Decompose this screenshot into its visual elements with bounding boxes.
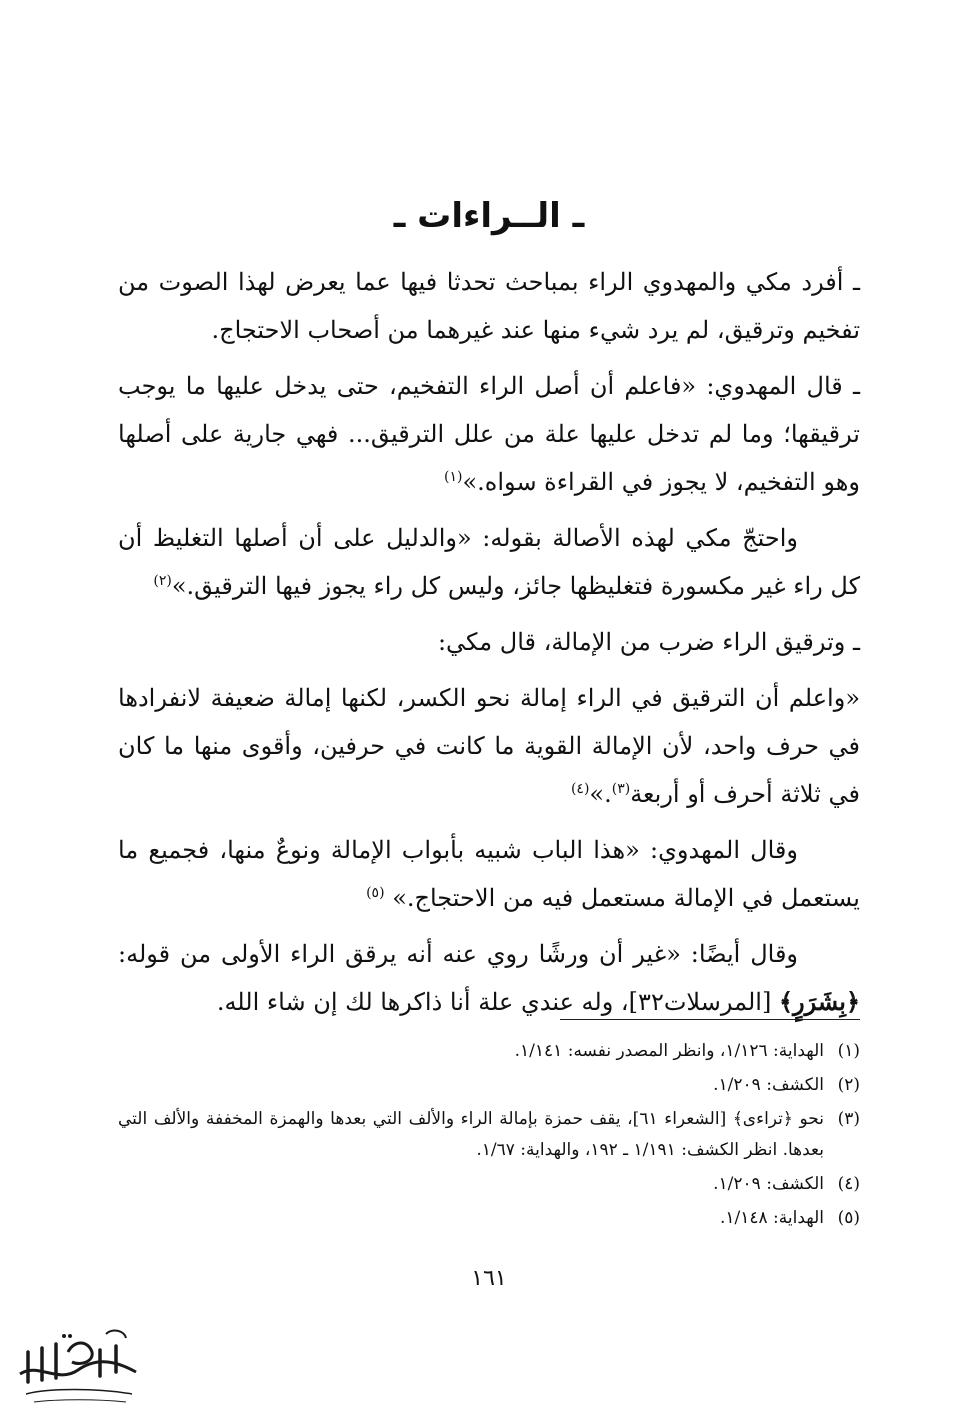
calligraphy-stamp-logo xyxy=(8,1322,148,1410)
paragraph-6-text: وقال المهدوي: «هذا الباب شبيه بأبواب الإمالة ونوعٌ منها، فجميع ما يستعمل في الإمالة مستعمل فيه من الاحتجاج.» xyxy=(118,836,860,912)
footnote-ref-3[interactable]: (٣) xyxy=(611,781,631,797)
paragraph-7-text: وقال أيضًا: «غير أن ورشًا روي عنه أنه يرقق الراء الأولى من قوله: xyxy=(118,940,798,968)
paragraph-3 xyxy=(118,514,860,610)
footnote-1-number: (١) xyxy=(837,1041,860,1061)
footnote-3 xyxy=(118,1104,860,1166)
footnote-ref-1[interactable]: (١) xyxy=(444,469,463,485)
footnote-5-text: الهداية: ١/١٤٨. xyxy=(719,1208,824,1228)
footnote-2-text: الكشف: ١/٢٠٩. xyxy=(713,1075,824,1095)
paragraph-7-text-end: [المرسلات٣٢]، وله عندي علة أنا ذاكرها لك إن شاء الله. xyxy=(216,988,772,1016)
footnote-5-number: (٥) xyxy=(837,1208,860,1228)
paragraph-4 xyxy=(118,618,860,666)
paragraph-1-text: ـ أفرد مكي والمهدوي الراء بمباحث تحدثا فيها عما يعرض لهذا الصوت من تفخيم وترقيق، لم يرد شيء منها عند غيرهما من أصحاب الاحتجاج. xyxy=(118,268,860,344)
paragraph-7 xyxy=(118,930,860,1026)
footnote-1-text: الهداية: ١/١٢٦، وانظر المصدر نفسه: ١/١٤١. xyxy=(514,1041,824,1061)
footnote-ref-4[interactable]: (٤) xyxy=(570,781,590,797)
footnote-ref-2[interactable]: (٢) xyxy=(153,573,172,589)
page-number: ١٦١ xyxy=(471,1266,507,1291)
footnote-5 xyxy=(118,1203,860,1234)
paragraph-6 xyxy=(118,826,860,922)
paragraph-3-text: واحتجّ مكي لهذه الأصالة بقوله: «والدليل على أن أصلها التغليظ أن كل راء غير مكسورة فتغليظها جائز، وليس كل راء يجوز فيها الترقيق.» xyxy=(118,524,860,600)
footnote-3-text: نحو ﴿تراءى﴾ [الشعراء ٦١]، يقف حمزة بإمالة الراء والألف التي بعدها والهمزة المخففة والألف التي بعدها. انظر الكشف: ١/١٩١ ـ ١٩٢، والهداية: ١/٦٧. xyxy=(118,1109,824,1160)
paragraph-5-text-end: .» xyxy=(589,780,612,808)
paragraph-2 xyxy=(118,362,860,506)
footnote-3-number: (٣) xyxy=(837,1109,860,1129)
paragraph-1 xyxy=(118,258,860,354)
section-title: ـ الــراءات ـ xyxy=(393,196,585,236)
footnote-ref-5[interactable]: (٥) xyxy=(366,885,385,901)
quran-verse: ﴿بِشَرَرٍ﴾ xyxy=(778,987,860,1016)
footnote-4-number: (٤) xyxy=(837,1174,860,1194)
body-text xyxy=(118,258,860,1034)
footnote-4-text: الكشف: ١/٢٠٩. xyxy=(713,1174,824,1194)
footnote-4 xyxy=(118,1169,860,1200)
paragraph-5-text: «واعلم أن الترقيق في الراء إمالة نحو الكسر، لكنها إمالة ضعيفة لانفرادها في حرف واحد، لأن الإمالة القوية ما كانت في حرفين، وأقوى منها ما كان في ثلاثة أحرف أو أربعة xyxy=(118,684,861,808)
footnotes xyxy=(118,1036,860,1237)
paragraph-2-text: ـ قال المهدوي: «فاعلم أن أصل الراء التفخيم، حتى يدخل عليها ما يوجب ترقيقها؛ وما لم تدخل عليها علة من علل الترقيق... فهي جارية على أصلها وهو التفخيم، لا يجوز في القراءة سواه.» xyxy=(118,372,860,496)
footnote-2-number: (٢) xyxy=(837,1075,860,1095)
paragraph-4-text: ـ وترقيق الراء ضرب من الإمالة، قال مكي: xyxy=(437,628,860,656)
paragraph-5 xyxy=(118,674,860,818)
footnote-separator xyxy=(560,1019,860,1020)
footnote-2 xyxy=(118,1070,860,1101)
footnote-1 xyxy=(118,1036,860,1067)
